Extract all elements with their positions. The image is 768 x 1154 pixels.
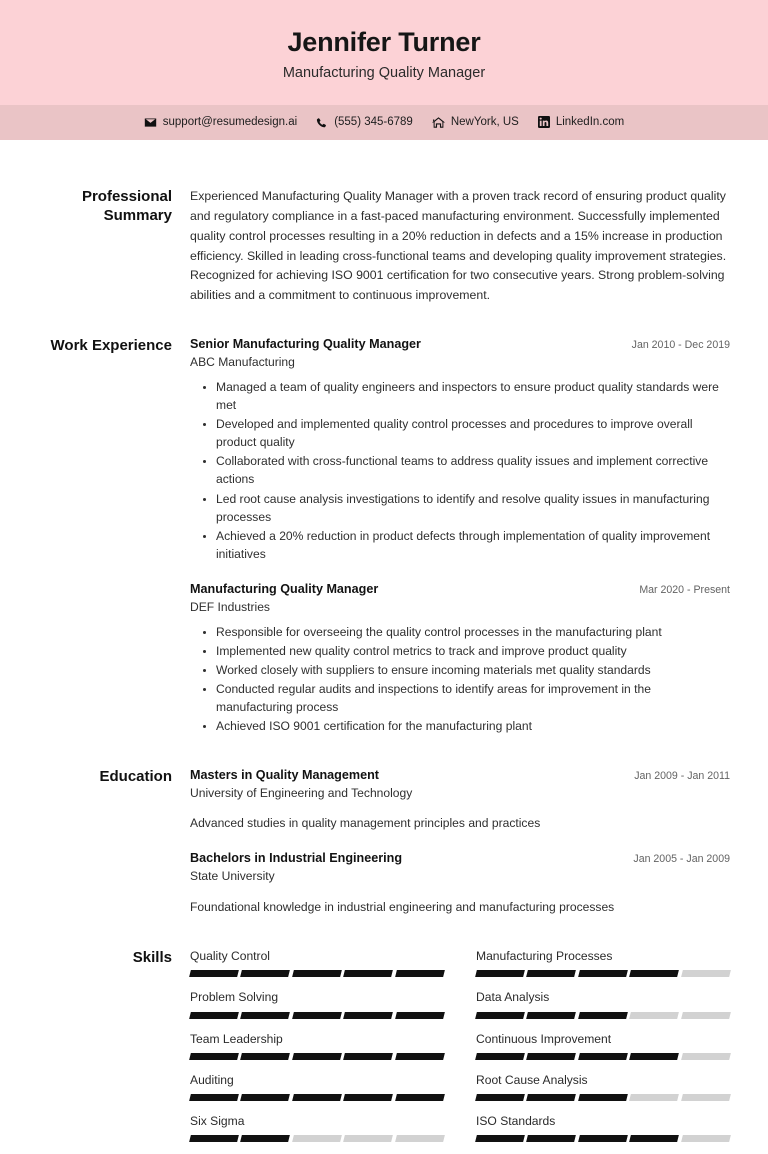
skill-level-bar <box>190 970 444 977</box>
skill-level-segment <box>578 1135 628 1142</box>
skill-level-segment <box>629 1053 679 1060</box>
skill-level-segment <box>527 1094 577 1101</box>
education-description: Foundational knowledge in industrial engineering and manufacturing processes <box>190 899 615 914</box>
skill-level-segment <box>395 1012 445 1019</box>
section-skills <box>38 916 730 1154</box>
work-bullet: • Collaborated with cross-functional teams to address quality issues and implement corrective actions <box>216 452 730 488</box>
skill-level-segment <box>292 1135 342 1142</box>
skill-level-segment <box>475 970 525 977</box>
skill-level-segment <box>578 1094 628 1101</box>
work-company: ABC Manufacturing <box>190 355 295 370</box>
skill-level-segment <box>527 970 577 977</box>
contact-bar <box>0 105 768 140</box>
work-bullet-list <box>190 623 730 736</box>
skill-level-segment <box>527 1012 577 1019</box>
skill-level-segment <box>343 1053 393 1060</box>
skill-level-segment <box>395 1053 445 1060</box>
skill-level-segment <box>475 1053 525 1060</box>
education-date: Jan 2009 - Jan 2011 <box>634 769 730 782</box>
work-entry <box>190 581 730 735</box>
contact-item-home[interactable] <box>432 116 519 129</box>
skill-item <box>190 948 444 977</box>
skill-level-segment <box>475 1135 525 1142</box>
contact-item-envelope[interactable] <box>144 116 297 129</box>
contact-item-linkedin[interactable] <box>538 116 624 128</box>
work-entry-list <box>190 336 730 736</box>
work-role: Senior Manufacturing Quality Manager <box>190 337 421 352</box>
work-bullet: • Conducted regular audits and inspections to identify areas for improvement in the manufacturing process <box>216 680 730 716</box>
skill-level-segment <box>527 1135 577 1142</box>
skill-level-segment <box>343 1135 393 1142</box>
skill-item <box>190 989 444 1018</box>
skill-level-bar <box>190 1094 444 1101</box>
education-date: Jan 2005 - Jan 2009 <box>633 853 730 866</box>
skill-level-segment <box>578 1012 628 1019</box>
candidate-title: Manufacturing Quality Manager <box>282 65 486 82</box>
skill-level-bar <box>476 1135 730 1142</box>
work-bullet: • Led root cause analysis investigations to identify and resolve quality issues in manufacturing processes <box>216 490 730 526</box>
education-degree: Bachelors in Industrial Engineering <box>190 851 403 866</box>
education-entry <box>190 767 730 833</box>
skill-level-segment <box>292 1053 342 1060</box>
work-bullet: • Worked closely with suppliers to ensure incoming materials met quality standards <box>216 661 730 679</box>
work-role: Manufacturing Quality Manager <box>190 582 379 597</box>
candidate-name: Jennifer Turner <box>287 27 481 57</box>
skill-level-segment <box>681 970 731 977</box>
skill-level-segment <box>629 1094 679 1101</box>
skill-level-segment <box>241 970 291 977</box>
skills-grid <box>190 948 730 1154</box>
section-heading-education: Education <box>99 767 172 785</box>
work-bullet: • Implemented new quality control metrics to track and improve product quality <box>216 642 730 660</box>
skill-item <box>476 948 730 977</box>
skill-level-segment <box>629 1135 679 1142</box>
contact-text: NewYork, US <box>450 116 519 129</box>
skill-label: Continuous Improvement <box>476 1031 612 1046</box>
skill-level-segment <box>681 1053 731 1060</box>
contact-text: (555) 345-6789 <box>334 116 413 129</box>
envelope-icon <box>144 116 157 129</box>
skill-label: Problem Solving <box>190 990 279 1005</box>
skill-label: Team Leadership <box>190 1031 283 1046</box>
work-bullet-list <box>190 378 730 563</box>
work-bullet: • Achieved ISO 9001 certification for the manufacturing plant <box>216 717 730 735</box>
skill-level-bar <box>190 1012 444 1019</box>
skill-level-segment <box>241 1094 291 1101</box>
education-school: University of Engineering and Technology <box>190 785 413 800</box>
skill-level-segment <box>578 970 628 977</box>
skill-item <box>190 1113 444 1142</box>
education-school: State University <box>190 869 275 884</box>
phone-icon <box>316 116 328 129</box>
contact-text: LinkedIn.com <box>555 116 625 129</box>
work-bullet: • Developed and implemented quality control processes and procedures to improve overall product quality <box>216 415 730 451</box>
skill-level-segment <box>292 1094 342 1101</box>
summary-text: Experienced Manufacturing Quality Manager with a proven track record of ensuring product quality and regulatory compliance in a fast-paced manufacturing environment. Successfully implemented quality control processes resulting in a 20% reduction in defects and a 15% increase in production efficiency. Skilled in leading cross-functional teams and developing quality improvement strategies. Recognized for achieving ISO 9001 certification for two consecutive years. Strong problem-solving abilities and a commitment to continuous improvement. <box>190 188 727 303</box>
skill-level-bar <box>476 1012 730 1019</box>
section-heading-skills: Skills <box>132 948 172 966</box>
skill-level-segment <box>527 1053 577 1060</box>
skill-level-segment <box>241 1053 291 1060</box>
skill-level-bar <box>190 1053 444 1060</box>
skill-level-segment <box>395 970 445 977</box>
work-date: Mar 2020 - Present <box>639 584 730 597</box>
skill-level-bar <box>476 970 730 977</box>
skill-level-segment <box>343 1012 393 1019</box>
skill-level-segment <box>681 1135 731 1142</box>
section-education <box>38 737 730 916</box>
skill-level-segment <box>241 1135 291 1142</box>
skill-label: Six Sigma <box>190 1114 245 1129</box>
skill-level-segment <box>292 1012 342 1019</box>
skill-level-segment <box>292 970 342 977</box>
skill-item <box>190 1031 444 1060</box>
contact-item-phone[interactable] <box>316 116 413 129</box>
work-bullet: • Managed a team of quality engineers and inspectors to ensure product quality standards were met <box>216 378 730 414</box>
education-degree: Masters in Quality Management <box>190 767 379 782</box>
section-heading-work: Work Experience <box>50 337 172 355</box>
skill-label: Data Analysis <box>476 990 550 1005</box>
skill-level-segment <box>395 1094 445 1101</box>
skill-level-segment <box>189 1053 239 1060</box>
skill-level-segment <box>395 1135 445 1142</box>
skill-item <box>190 1072 444 1101</box>
work-bullet: • Achieved a 20% reduction in product defects through implementation of quality improvement initiatives <box>216 527 730 563</box>
skill-level-segment <box>629 970 679 977</box>
skill-level-segment <box>578 1053 628 1060</box>
skill-item <box>476 1072 730 1101</box>
skill-level-bar <box>476 1053 730 1060</box>
resume-header <box>0 0 768 105</box>
work-entry <box>190 336 730 563</box>
work-bullet: • Responsible for overseeing the quality control processes in the manufacturing plant <box>216 623 730 641</box>
skill-level-segment <box>189 1135 239 1142</box>
skill-item <box>476 989 730 1018</box>
linkedin-icon <box>538 116 550 128</box>
skill-label: ISO Standards <box>476 1114 556 1129</box>
skill-label: Manufacturing Processes <box>476 948 613 963</box>
resume-body <box>0 140 768 1154</box>
skill-level-segment <box>241 1012 291 1019</box>
skill-level-segment <box>681 1012 731 1019</box>
skill-item <box>476 1113 730 1142</box>
work-company: DEF Industries <box>190 600 270 615</box>
skill-level-segment <box>629 1012 679 1019</box>
skill-level-segment <box>343 970 393 977</box>
skill-level-bar <box>190 1135 444 1142</box>
skill-label: Root Cause Analysis <box>476 1072 588 1087</box>
home-icon <box>432 116 445 129</box>
education-description: Advanced studies in quality management principles and practices <box>190 816 541 831</box>
skill-level-segment <box>475 1012 525 1019</box>
education-entry <box>190 850 730 916</box>
skill-level-segment <box>189 970 239 977</box>
skill-level-bar <box>476 1094 730 1101</box>
section-professional-summary <box>38 140 730 306</box>
skill-level-segment <box>475 1094 525 1101</box>
skill-level-segment <box>189 1012 239 1019</box>
work-date: Jan 2010 - Dec 2019 <box>631 339 730 352</box>
contact-text: support@resumedesign.ai <box>162 116 298 129</box>
skill-level-segment <box>343 1094 393 1101</box>
skill-label: Auditing <box>190 1072 234 1087</box>
section-work-experience <box>38 306 730 736</box>
skill-label: Quality Control <box>190 948 270 963</box>
skill-level-segment <box>189 1094 239 1101</box>
education-entry-list <box>190 767 730 916</box>
skill-item <box>476 1031 730 1060</box>
skill-level-segment <box>681 1094 731 1101</box>
section-heading-summary: Professional Summary <box>81 187 172 224</box>
